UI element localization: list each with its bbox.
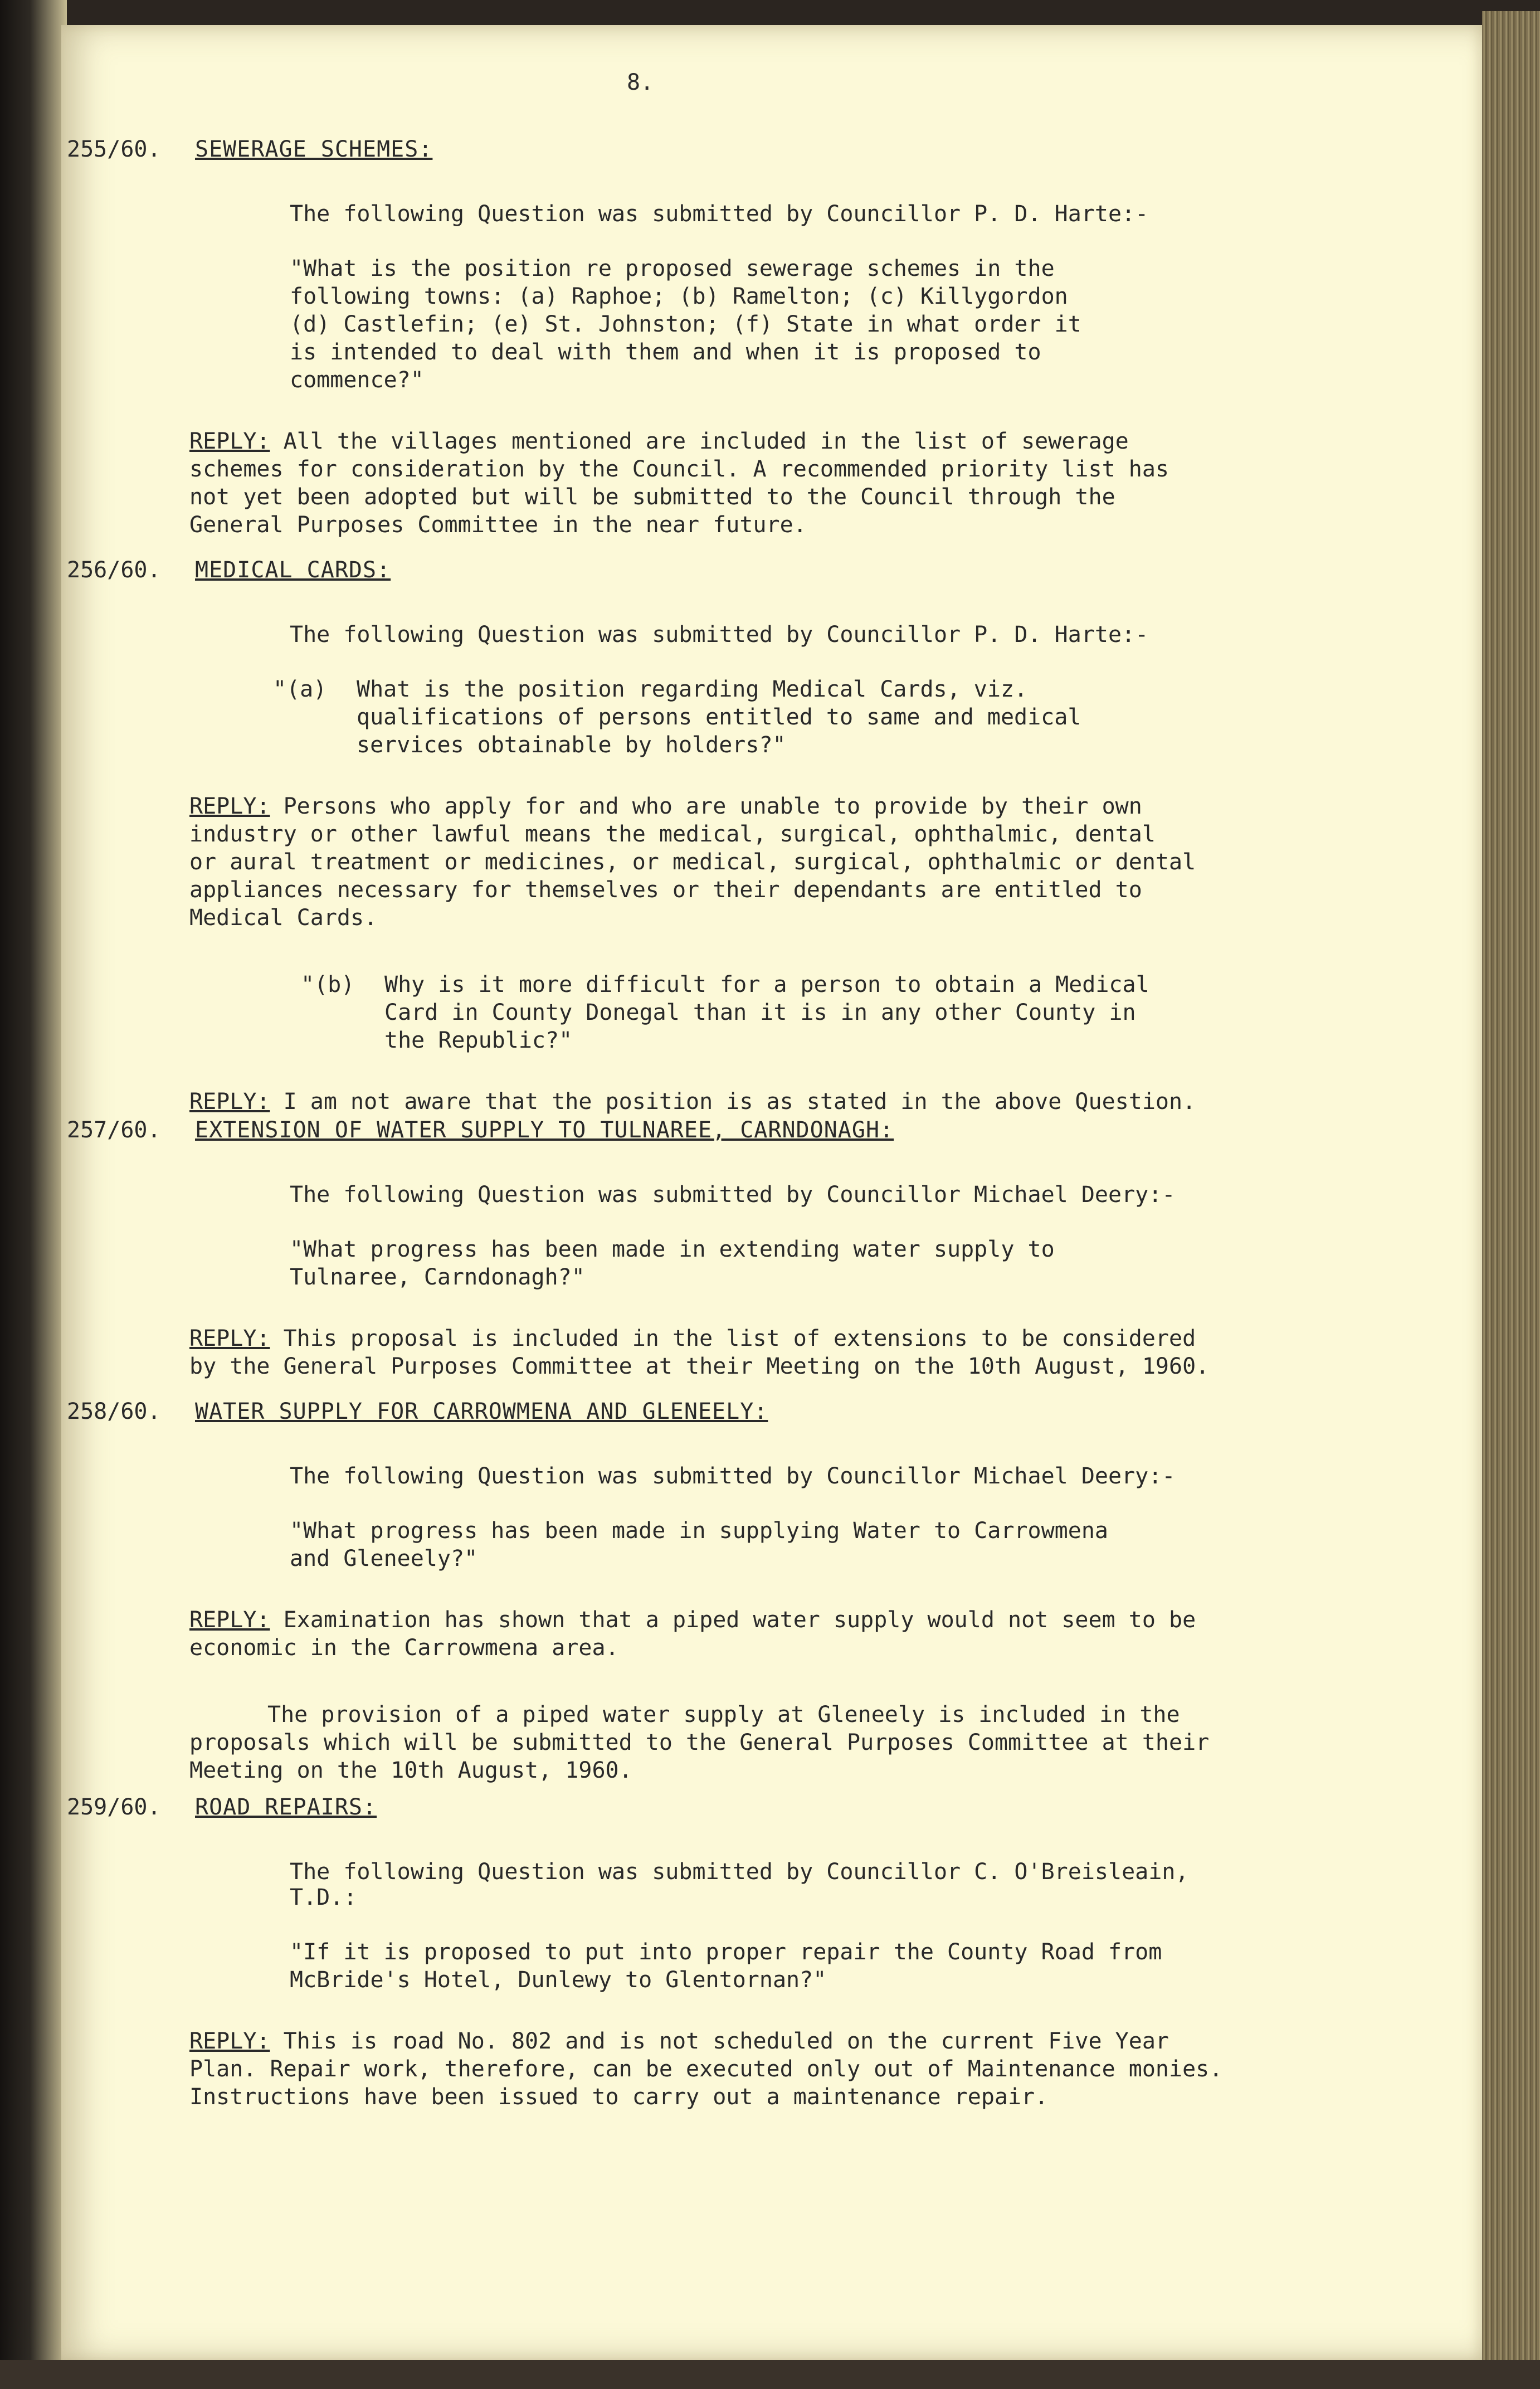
question-intro: The following Question was submitted by Councillor P. D. Harte:- — [290, 201, 1149, 227]
reply-label: REPLY: — [189, 1607, 270, 1633]
reply-label: REPLY: — [189, 794, 270, 819]
question-text: "What is the position re proposed sewerage schemes in the following towns: (a) Raphoe; (b) Ramelton; (c) Killygordon (d) Castlefin; (e) St. Johnston; (f) State in what order it is intended to deal with them and when it is proposed to commence?" — [290, 256, 1081, 393]
reply-text: Persons who apply for and who are unable to provide by their own industry or other lawful means the medical, surgical, ophthalmic, dental or aural treatment or medicines, or medical, surgical, ophthalmic or dental appliances necessary for themselves or their dependants are entitled to Medical Cards. — [189, 794, 1196, 931]
page-number: 8. — [627, 70, 654, 95]
section-title: MEDICAL CARDS: — [195, 557, 391, 583]
section-257 — [67, 1117, 1248, 1419]
question-b — [301, 971, 1192, 1054]
section-title: ROAD REPAIRS: — [195, 1794, 377, 1820]
section-heading — [67, 137, 1248, 162]
reply-continuation — [189, 1701, 1281, 1784]
reply — [189, 427, 1281, 539]
section-title: EXTENSION OF WATER SUPPLY TO TULNAREE, CARNDONAGH: — [195, 1117, 894, 1143]
section-number: 256/60. — [67, 557, 161, 583]
section-title: WATER SUPPLY FOR CARROWMENA AND GLENEELY: — [195, 1399, 768, 1424]
section-number: 258/60. — [67, 1399, 161, 1424]
section-heading — [67, 1399, 1248, 1424]
binding-edge — [0, 0, 67, 2389]
section-title: SEWERAGE SCHEMES: — [195, 137, 433, 162]
question-intro: The following Question was submitted by Councillor Michael Deery:- — [290, 1182, 1176, 1208]
question-a-label: "(a) — [273, 677, 327, 702]
section-259 — [67, 1794, 1248, 2150]
reply-label: REPLY: — [189, 1326, 270, 1351]
question-text: "What progress has been made in extending water supply to Tulnaree, Carndonagh?" — [290, 1237, 1055, 1290]
reply-text: I am not aware that the position is as stated in the above Question. — [270, 1089, 1196, 1115]
section-258 — [67, 1399, 1248, 1784]
question-a-text: What is the position regarding Medical Cards, viz. qualifications of persons entitled to same and medical services obtainable by holders?" — [357, 677, 1081, 758]
question-b-text: Why is it more difficult for a person to obtain a Medical Card in County Donegal than it is in any other County in the Republic?" — [384, 972, 1149, 1053]
reply — [189, 2027, 1281, 2111]
reply — [189, 1606, 1281, 1662]
section-256 — [67, 557, 1248, 1155]
reply-text: This is road No. 802 and is not scheduled on the current Five Year Plan. Repair work, therefore, can be executed only out of Maintenance monies. Instructions have been issued to carry out a maintenance repair. — [189, 2028, 1223, 2110]
section-255 — [67, 137, 1248, 578]
question-intro: The following Question was submitted by Councillor P. D. Harte:- — [290, 622, 1149, 648]
section-heading — [67, 1117, 1248, 1143]
section-number: 259/60. — [67, 1794, 161, 1820]
reply — [189, 1325, 1281, 1380]
question-intro: The following Question was submitted by Councillor Michael Deery:- — [290, 1463, 1176, 1489]
reply-text: All the villages mentioned are included in the list of sewerage schemes for consideration by the Council. A recommended priority list has not yet been adopted but will be submitted to the Council through the General Purposes Committee in the near future. — [189, 429, 1169, 538]
reply-text: This proposal is included in the list of extensions to be considered by the General Purposes Committee at their Meeting on the 10th August, 1960. — [189, 1326, 1210, 1379]
bottom-edge — [0, 2360, 1540, 2389]
reply-label: REPLY: — [189, 429, 270, 454]
continuation-text: The provision of a piped water supply at Gleneely is included in the proposals which will be submitted to the General Purposes Committee at their Meeting on the 10th August, 1960. — [189, 1702, 1210, 1783]
reply-label: REPLY: — [189, 1089, 270, 1115]
section-number: 257/60. — [67, 1117, 161, 1143]
question-intro: The following Question was submitted by Councillor C. O'Breisleain, T.D.: — [290, 1859, 1189, 1910]
question-text: "If it is proposed to put into proper repair the County Road from McBride's Hotel, Dunlewy to Glentornan?" — [290, 1939, 1162, 1993]
question-text: "What progress has been made in supplying Water to Carrowmena and Gleneely?" — [290, 1518, 1109, 1571]
reply-b — [189, 1088, 1281, 1116]
page-stack-edge — [1482, 11, 1540, 2374]
question-b-label: "(b) — [301, 972, 355, 998]
reply-text: Examination has shown that a piped water supply would not seem to be economic in the Carrowmena area. — [189, 1607, 1196, 1661]
section-number: 255/60. — [67, 137, 161, 162]
section-heading — [67, 1794, 1248, 1820]
reply-a — [189, 792, 1281, 932]
section-heading — [67, 557, 1248, 583]
question-a — [273, 675, 1164, 759]
reply-label: REPLY: — [189, 2028, 270, 2054]
